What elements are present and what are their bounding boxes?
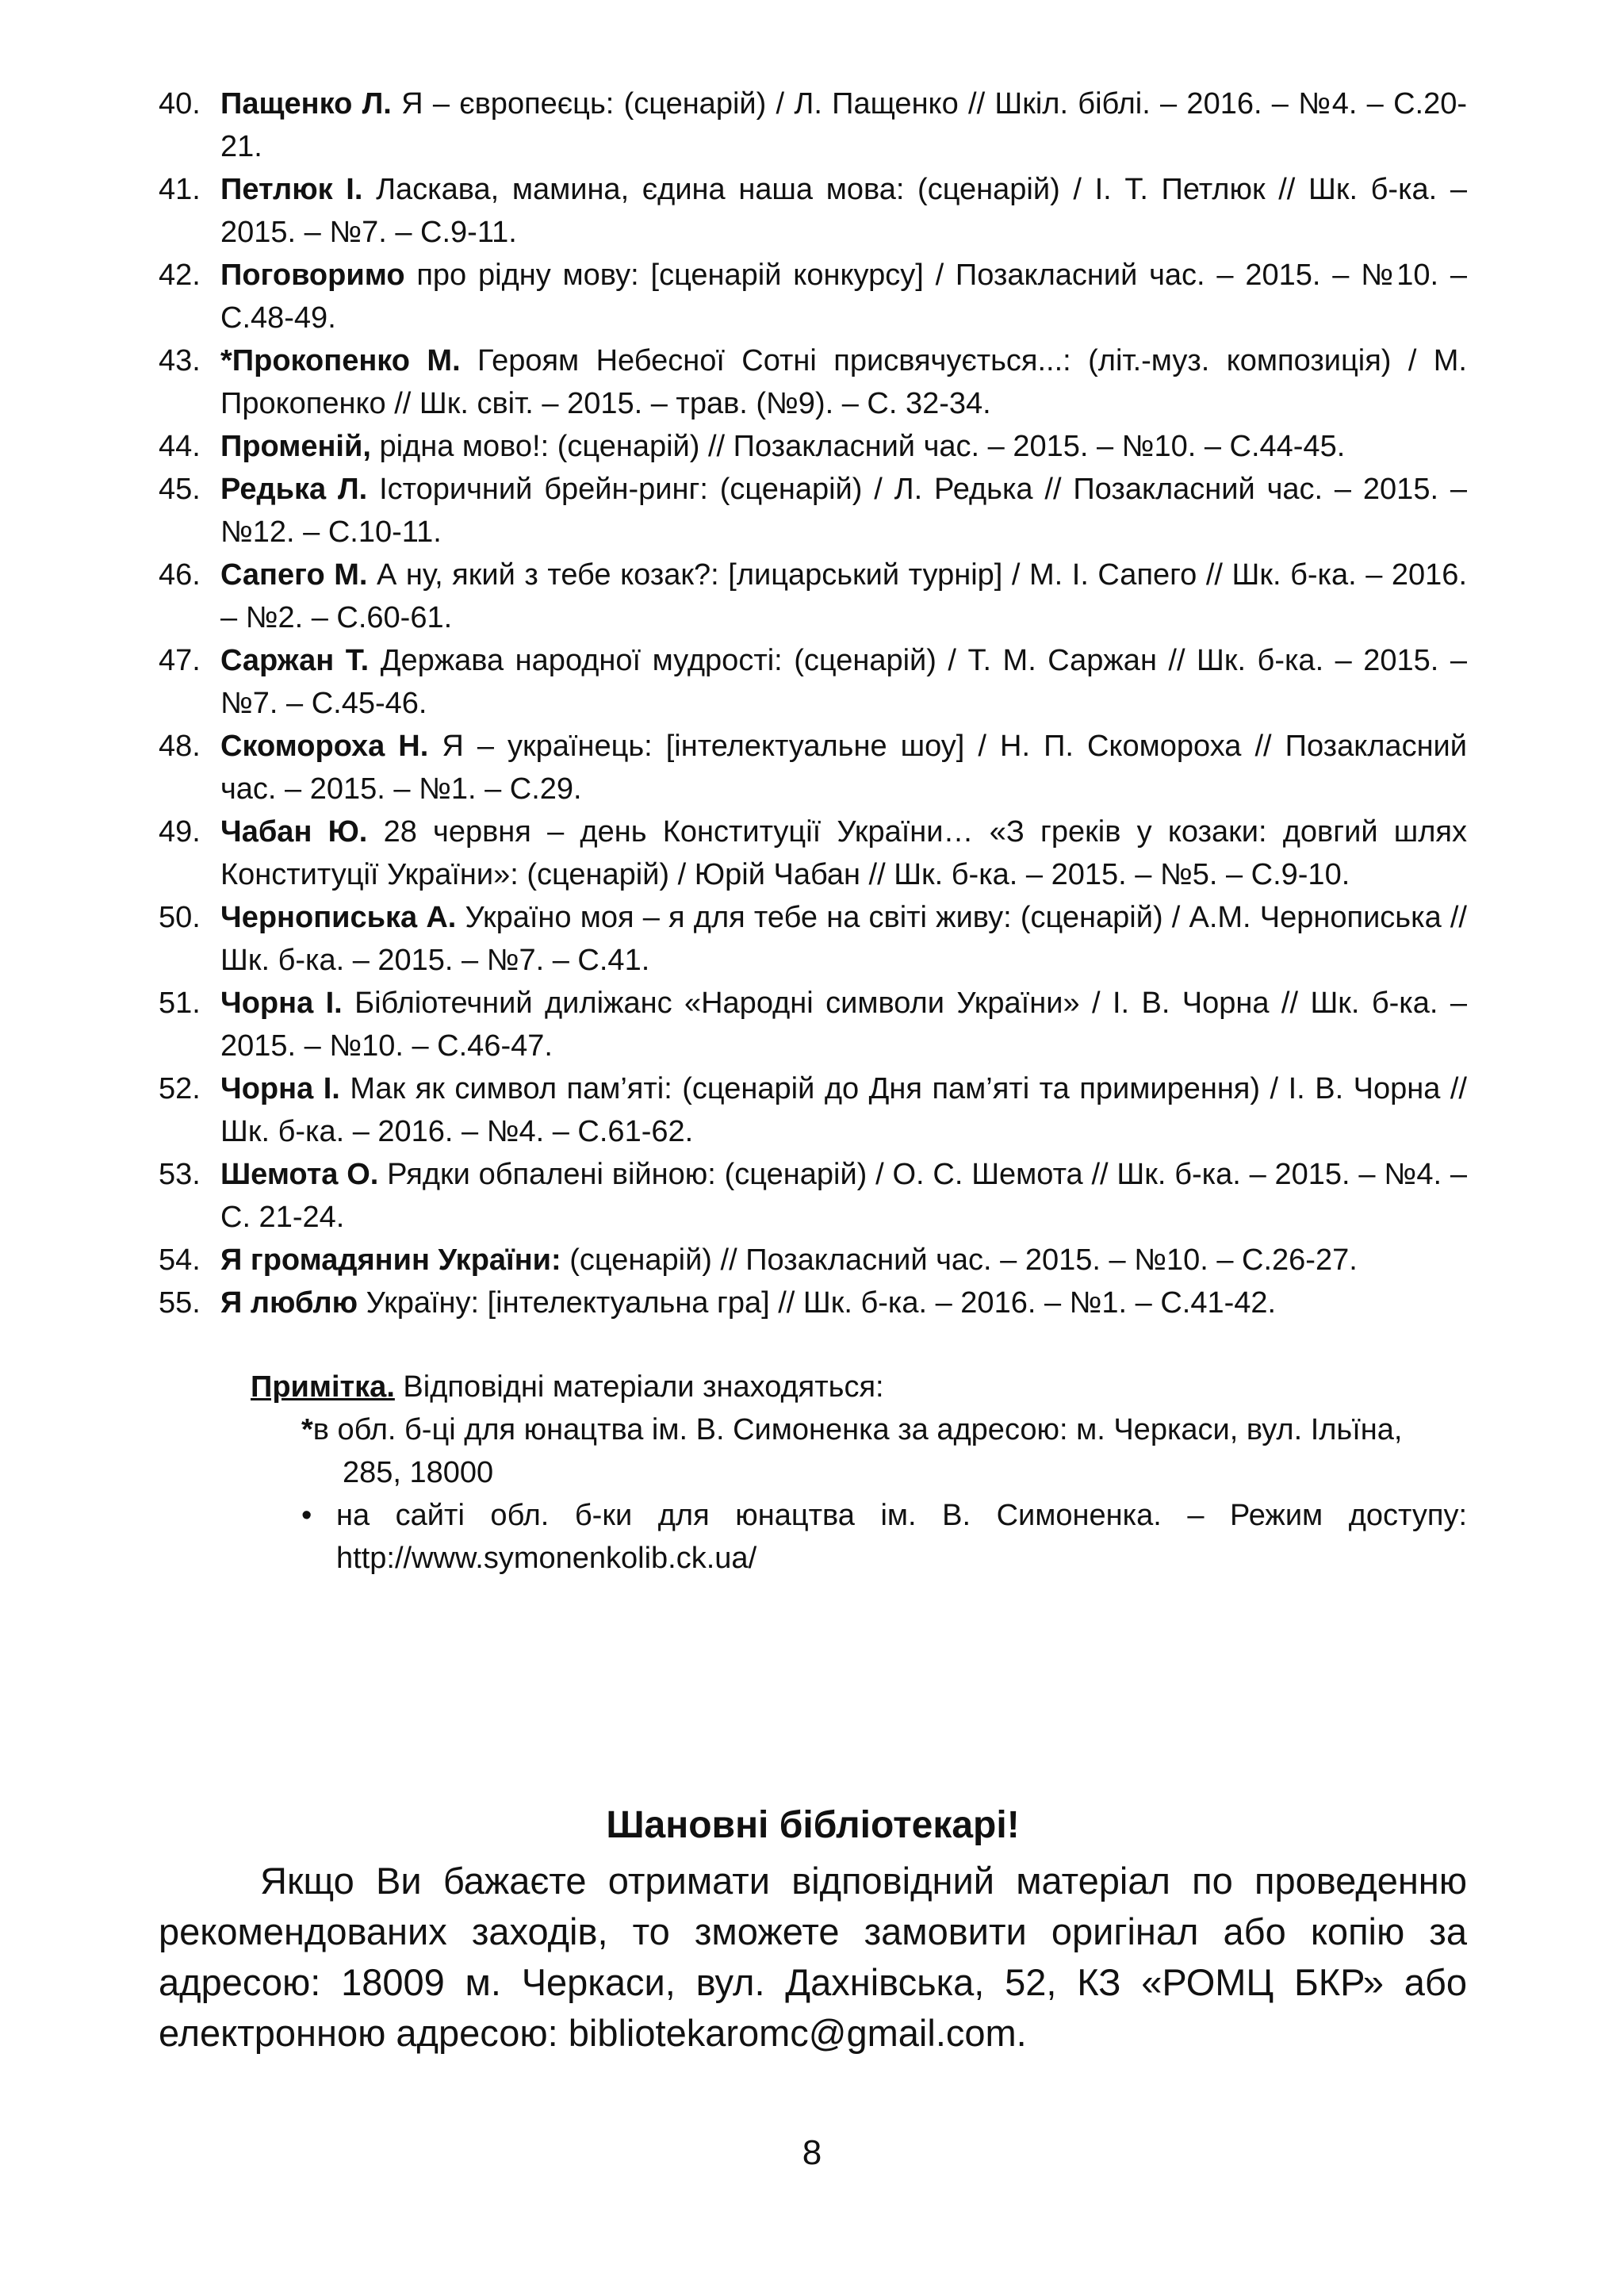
entry-author: Пащенко Л.	[220, 87, 392, 121]
entry-author: Чернописька А.	[220, 901, 457, 934]
entry-author: Саржан Т.	[220, 644, 370, 677]
bibliography-entry	[159, 896, 1467, 982]
note-heading	[251, 1366, 1467, 1408]
entry-author: *Прокопенко М.	[220, 344, 461, 377]
bibliography-entry	[159, 1282, 1467, 1324]
entry-author: Шемота О.	[220, 1158, 379, 1191]
bibliography-entry	[159, 982, 1467, 1067]
entry-text: Україно моя – я для тебе на світі живу: (сценарій) / А.М. Чернописька // Шк. б-ка. – 2015. – №7. – С.41.	[220, 901, 1467, 977]
entry-number: 50.	[159, 901, 201, 934]
entry-text: 28 червня – день Конституції України… «З греків у козаки: довгий шлях Конституції України»: (сценарій) / Юрій Чабан // Шк. б-ка. – 2015. – №5. – С.9-10.	[220, 815, 1468, 891]
entry-text: (сценарій) // Позакласний час. – 2015. – №10. – С.26-27.	[561, 1243, 1358, 1277]
entry-number: 52.	[159, 1072, 201, 1105]
entry-text: Держава народної мудрості: (сценарій) / Т. М. Саржан // Шк. б-ка. – 2015. – №7. – С.45-46.	[220, 644, 1467, 720]
entry-author: Чорна І.	[220, 1072, 340, 1105]
bibliography-entry	[159, 254, 1467, 339]
entry-number: 51.	[159, 987, 201, 1020]
address-title: Шановні бібліотекарі!	[606, 1804, 1020, 1846]
entry-number: 48.	[159, 730, 201, 763]
entry-author: Поговоримо	[220, 259, 405, 292]
note-item-text-continued: 285, 18000	[343, 1456, 494, 1489]
bibliography-entry	[159, 1067, 1467, 1153]
entry-number: 41.	[159, 173, 201, 206]
bibliography-entry	[159, 639, 1467, 725]
bibliography-entry	[159, 554, 1467, 639]
note-item-library	[301, 1408, 1467, 1494]
page-number: 8	[802, 2133, 822, 2172]
bibliography-entry	[159, 1153, 1467, 1239]
bibliography-entry	[159, 168, 1467, 254]
note-item-text: на сайті обл. б-ки для юнацтва ім. В. Симоненка. – Режим доступу: http://www.symonenkolib.ck.ua/	[336, 1499, 1467, 1575]
entry-author: Я громадянин України:	[220, 1243, 561, 1277]
entry-text: рідна мово!: (сценарій) // Позакласний час. – 2015. – №10. – С.44-45.	[370, 430, 1346, 463]
asterisk-marker: *	[301, 1413, 313, 1446]
entry-author: Скомороха Н.	[220, 730, 429, 763]
entry-author: Променій,	[220, 430, 371, 463]
entry-text: Історичний брейн-ринг: (сценарій) / Л. Редька // Позакласний час. – 2015. – №12. – С.10-11.	[220, 473, 1467, 549]
note-label: Примітка.	[251, 1370, 395, 1404]
entry-number: 54.	[159, 1243, 201, 1277]
entry-text: Героям Небесної Сотні присвячується...: (літ.-муз. композиція) / М. Прокопенко // Шк. світ. – 2015. – трав. (№9). – С. 32-34.	[220, 344, 1467, 420]
entry-text: про рідну мову: [сценарій конкурсу] / Позакласний час. – 2015. – №10. – С.48-49.	[220, 259, 1467, 335]
entry-number: 53.	[159, 1158, 201, 1191]
bibliography-entry	[159, 1239, 1467, 1282]
note-intro: Відповідні матеріали знаходяться:	[394, 1370, 884, 1404]
entry-number: 47.	[159, 644, 201, 677]
entry-text: Я – українець: [інтелектуальне шоу] / Н. П. Скомороха // Позакласний час. – 2015. – №1. – С.29.	[220, 730, 1468, 806]
entry-text: Ласкава, мамина, єдина наша мова: (сценарій) / І. Т. Петлюк // Шк. б-ка. – 2015. – №7. – С.9-11.	[220, 173, 1468, 249]
entry-author: Я люблю	[220, 1286, 358, 1320]
entry-text: Рядки обпалені війною: (сценарій) / О. С. Шемота // Шк. б-ка. – 2015. – №4. – С. 21-24.	[220, 1158, 1467, 1234]
entry-number: 44.	[159, 430, 201, 463]
entry-text: Бібліотечний диліжанс «Народні символи України» / І. В. Чорна // Шк. б-ка. – 2015. – №10. – С.46-47.	[220, 987, 1467, 1063]
bibliography-entry	[159, 425, 1467, 468]
bibliography-entry	[159, 725, 1467, 810]
note-item-text: в обл. б-ці для юнацтва ім. В. Симоненка за адресою: м. Черкаси, вул. Ільїна,	[312, 1413, 1403, 1446]
entry-text: А ну, який з тебе козак?: [лицарський турнір] / М. І. Сапего // Шк. б-ка. – 2016. – №2. – С.60-61.	[220, 558, 1467, 634]
bibliography-entry	[159, 468, 1467, 554]
address-block	[159, 1800, 1467, 2059]
bibliography-entry	[159, 339, 1467, 425]
entry-number: 55.	[159, 1286, 201, 1320]
entry-number: 40.	[159, 87, 201, 121]
entry-number: 49.	[159, 815, 201, 849]
entry-number: 43.	[159, 344, 201, 377]
entry-text: Я – європеєць: (сценарій) / Л. Пащенко // Шкіл. біблі. – 2016. – №4. – С.20-21.	[220, 87, 1467, 163]
bullet-icon: •	[301, 1499, 312, 1532]
entry-text: Мак як символ пам’яті: (сценарій до Дня пам’яті та примирення) / І. В. Чорна // Шк. б-ка. – 2016. – №4. – С.61-62.	[220, 1072, 1467, 1148]
note-block	[251, 1366, 1467, 1580]
address-text: Якщо Ви бажаєте отримати відповідний матеріал по проведенню рекомендованих заходів, то зможете замовити оригінал або копію за адресою: 18009 м. Черкаси, вул. Дахнівська, 52, КЗ «РОМЦ БКР» або електронною адресою: bibliotekaromc@gmail.com.	[159, 1860, 1467, 2054]
entry-author: Редька Л.	[220, 473, 368, 506]
entry-number: 45.	[159, 473, 201, 506]
entry-author: Чорна І.	[220, 987, 343, 1020]
entry-number: 42.	[159, 259, 201, 292]
bibliography-entry	[159, 810, 1467, 896]
note-item-website	[301, 1494, 1467, 1580]
bibliography-list	[159, 82, 1467, 1324]
entry-number: 46.	[159, 558, 201, 592]
entry-author: Петлюк І.	[220, 173, 363, 206]
entry-text: Україну: [інтелектуальна гра] // Шк. б-ка. – 2016. – №1. – С.41-42.	[358, 1286, 1277, 1320]
entry-author: Чабан Ю.	[220, 815, 368, 849]
bibliography-entry	[159, 82, 1467, 168]
entry-author: Сапего М.	[220, 558, 368, 592]
